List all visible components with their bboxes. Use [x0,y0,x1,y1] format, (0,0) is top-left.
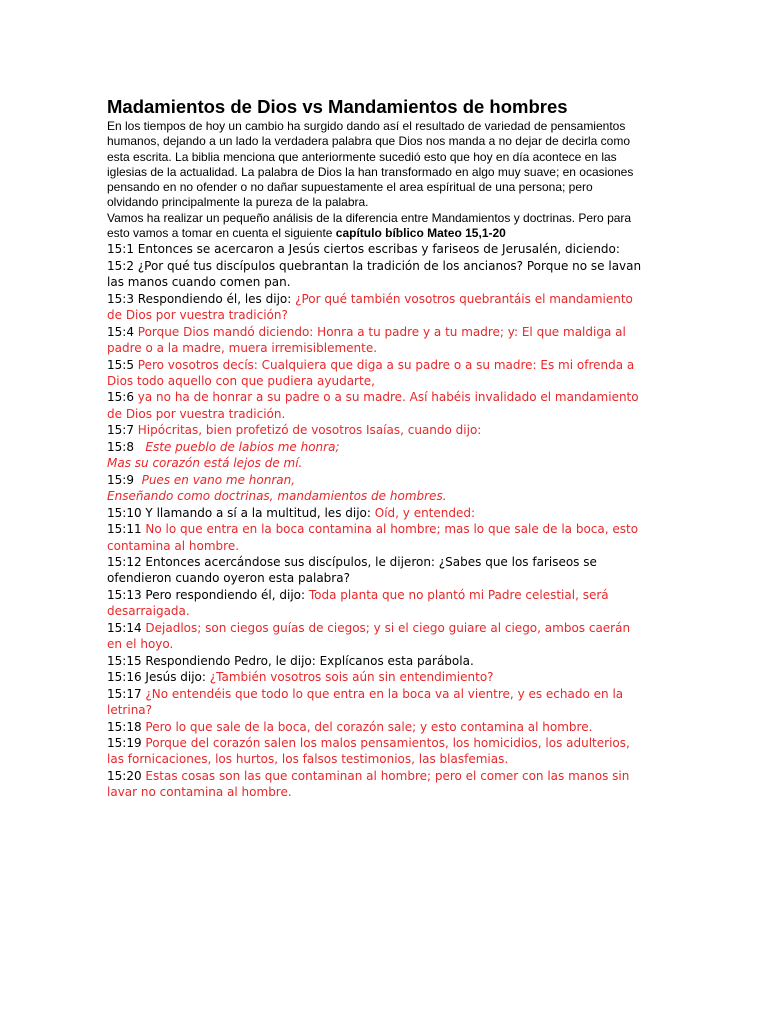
bible-reference: capítulo bíblico Mateo 15,1-20 [335,226,506,241]
verse-jesus-words: ya no ha de honrar a su padre o a su madre. Así habéis invalidado el mandamiento de Dios por vuestra tradición. [107,390,639,421]
verse-ref: 15:12 [107,554,142,569]
verse-jesus-words: ¿No entendéis que todo lo que entra en la boca va al vientre, y es echado en la letrina? [107,686,624,718]
verse-ref: 15:6 [107,390,134,405]
verse [107,735,647,768]
verses-part-2 [107,505,647,801]
verse-jesus-words: Pero vosotros decís: Cualquiera que diga a su padre o a su madre: Es mi ofrenda a Dios todo aquello con que pudiera ayudarte, [107,357,635,388]
verse [107,258,647,291]
verse-quote-line: Este pueblo de labios me honra; [145,439,340,454]
verse-jesus-words: Pero lo que sale de la boca, del corazón sale; y esto contamina al hombre. [145,719,593,734]
verse-ref: 15:7 [107,423,134,438]
document-title: Madamientos de Dios vs Mandamientos de hombres [107,96,568,117]
verse [107,291,647,324]
verse-ref: 15:16 [107,670,142,685]
verse-ref: 15:3 [107,291,134,306]
verse-ref: 15:13 [107,587,142,602]
verse-jesus-words: Porque Dios mandó diciendo: Honra a tu padre y a tu madre; y: El que maldiga al padre o a la madre, muera irremisiblemente. [107,324,626,356]
verse-ref: 15:10 [107,505,142,520]
verse [107,686,647,719]
verse-text: Jesús dijo: [145,670,210,685]
verse-text: Entonces se acercaron a Jesús ciertos escribas y fariseos de Jerusalén, diciendo: [137,242,620,257]
verse [107,768,647,801]
verse-ref: 15:14 [107,620,142,635]
intro-paragraph-1: En los tiempos de hoy un cambio ha surgido dando así el resultado de variedad de pensamientos humanos, dejando a un lado la verdadera palabra que Dios nos manda a no dejar de decirla como esta escrita. La biblia menciona que anteriormente sucedió esto que hoy en día acontece en las iglesias de la actualidad. La palabra de Dios la han transformado en algo muy suave; en ocasiones pensando en no ofender o no dañar supuestamente el area espíritual de una persona; pero olvidando principalmente la pureza de la palabra. [107,119,634,210]
verse-jesus-words: ¿También vosotros sois aún sin entendimiento? [209,670,494,685]
verse [107,505,647,521]
verse-15-9 [107,472,647,505]
intro-text [107,119,647,241]
verse [107,653,647,669]
verse-ref: 15:2 [107,258,134,273]
verse [107,669,647,685]
verse-text: Entonces acercándose sus discípulos, le dijeron: ¿Sabes que los fariseos se ofendieron cuando oyeron esta palabra? [107,554,597,586]
verse-ref: 15:8 [107,439,134,454]
verse-ref: 15:1 [107,242,134,257]
verse-list [107,241,647,800]
verse [107,521,647,554]
verse-ref: 15:15 [107,653,142,668]
document-page [107,96,647,801]
verse [107,554,647,587]
verse-ref: 15:17 [107,686,142,701]
verse-ref: 15:11 [107,522,142,537]
verse-ref: 15:4 [107,324,134,339]
verse [107,357,647,390]
verse-text: Respondiendo Pedro, le dijo: Explícanos esta parábola. [145,653,474,668]
verse-jesus-words: Hipócritas, bien profetizó de vosotros Isaías, cuando dijo: [137,423,482,438]
verse-ref: 15:19 [107,735,142,750]
verse-jesus-words: Toda planta que no plantó mi Padre celestial, será desarraigada. [107,587,609,619]
verse-text: ¿Por qué tus discípulos quebrantan la tradición de los ancianos? Porque no se lavan las manos cuando comen pan. [107,258,642,290]
verse-15-8 [107,439,647,472]
verse-quote-line: Enseñando como doctrinas, mandamientos de hombres. [107,489,447,504]
verse [107,620,647,653]
verse-jesus-words: Dejadlos; son ciegos guías de ciegos; y si el ciego guiare al ciego, ambos caerán en el hoyo. [107,620,631,652]
intro-paragraph-2-text: Vamos ha realizar un pequeño análisis de la diferencia entre Mandamientos y doctrinas. Pero para esto vamos a tomar en cuenta el siguiente [107,210,632,241]
verse-ref: 15:9 [107,472,134,487]
verse-jesus-words: Porque del corazón salen los malos pensamientos, los homicidios, los adulterios, las fornicaciones, los hurtos, los falsos testimonios, las blasfemias. [107,735,630,767]
verse-jesus-words: ¿Por qué también vosotros quebrantáis el mandamiento de Dios por vuestra tradición? [107,291,633,323]
verse [107,422,647,438]
verse-ref: 15:18 [107,719,142,734]
verse [107,241,647,257]
verse [107,719,647,735]
verse-text: Respondiendo él, les dijo: [137,291,296,306]
verse-ref: 15:20 [107,768,142,783]
verse-text: Pero respondiendo él, dijo: [145,587,309,602]
verse-jesus-words: Estas cosas son las que contaminan al hombre; pero el comer con las manos sin lavar no contamina al hombre. [107,768,630,800]
verse-jesus-words: Oíd, y entended: [374,505,476,520]
verse-ref: 15:5 [107,357,134,372]
verses-part-1 [107,241,647,438]
verse-quote-line: Mas su corazón está lejos de mí. [107,456,303,471]
verse-jesus-words: No lo que entra en la boca contamina al hombre; mas lo que sale de la boca, esto contamina al hombre. [107,522,639,553]
verse [107,324,647,357]
verse-quote-line: Pues en vano me honran, [141,472,296,487]
verse [107,389,647,422]
intro-paragraph-2 [107,211,647,242]
verse [107,587,647,620]
verse-text: Y llamando a sí a la multitud, les dijo: [145,505,375,520]
